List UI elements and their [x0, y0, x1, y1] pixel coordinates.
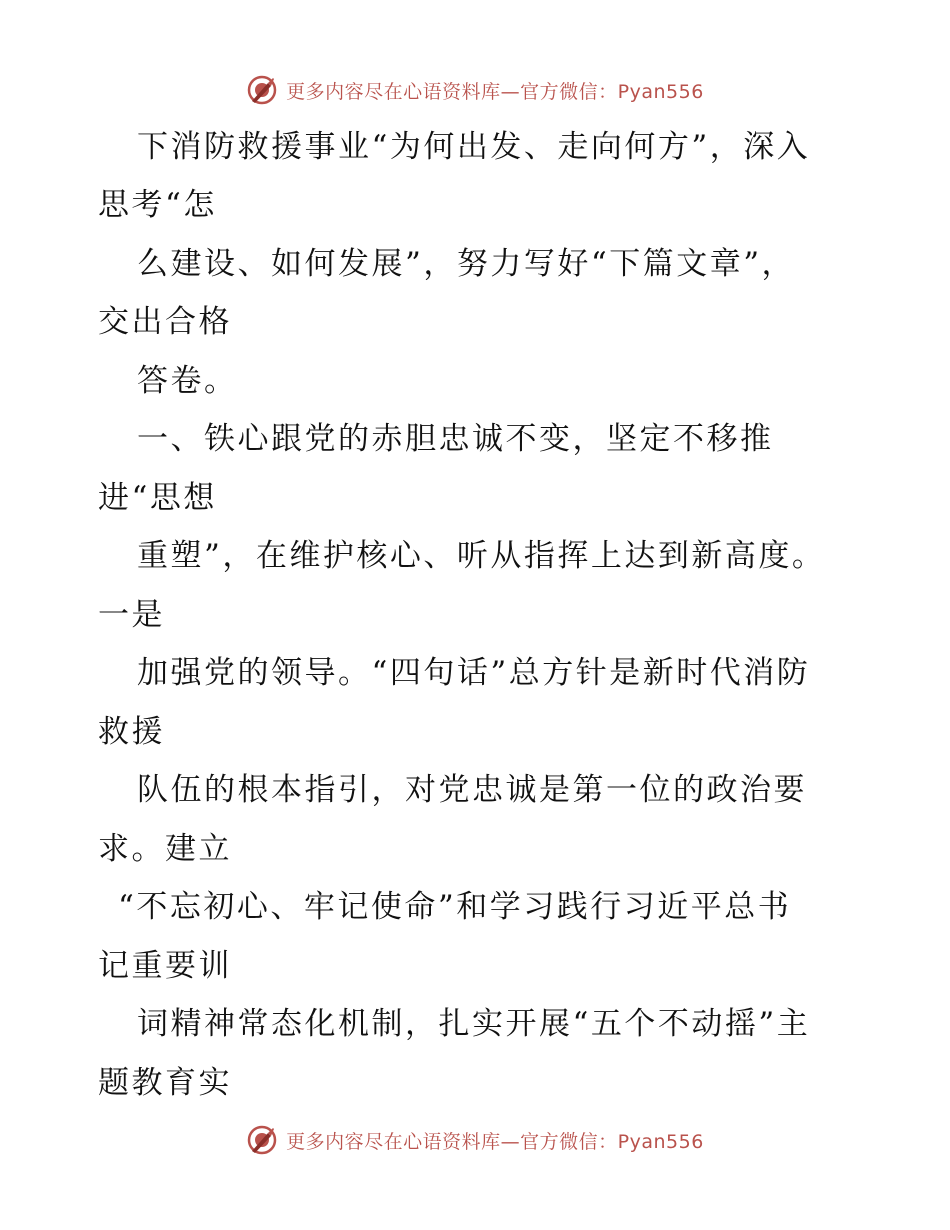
text-line-7: 进“思想: [98, 480, 217, 516]
text-line-2: 思考“怎: [98, 187, 217, 223]
text-line-9: 一是: [98, 597, 165, 633]
text-line-5: 答卷。: [137, 363, 238, 399]
text-line-6: 一、铁心跟党的赤胆忠诚不变，坚定不移推: [137, 421, 774, 457]
text-line-8: 重塑”，在维护核心、听从指挥上达到新高度。: [137, 538, 826, 574]
text-line-4: 交出合格: [98, 304, 232, 340]
text-line-12: 队伍的根本指引，对党忠诚是第一位的政治要: [137, 772, 807, 808]
text-line-17: 题教育实: [98, 1065, 232, 1101]
text-line-13: 求。建立: [98, 831, 232, 867]
text-line-14: “不忘初心、牢记使命”和学习践行习近平总书: [118, 889, 792, 925]
pen-logo-icon: [246, 1124, 278, 1156]
header-watermark-text: 更多内容尽在心语资料库—官方微信：Pyan556: [286, 80, 704, 103]
footer-watermark: [0, 1120, 950, 1160]
text-line-1: 下消防救援事业“为何出发、走向何方”，深入: [137, 129, 811, 165]
text-line-15: 记重要训: [98, 948, 232, 984]
text-line-10: 加强党的领导。“四句话”总方针是新时代消防: [137, 655, 811, 691]
footer-watermark-text: 更多内容尽在心语资料库—官方微信：Pyan556: [286, 1130, 704, 1153]
text-line-16: 词精神常态化机制，扎实开展“五个不动摇”主: [137, 1006, 811, 1042]
text-line-11: 救援: [98, 714, 165, 750]
text-line-3: 么建设、如何发展”，努力写好“下篇文章”，: [137, 246, 796, 282]
